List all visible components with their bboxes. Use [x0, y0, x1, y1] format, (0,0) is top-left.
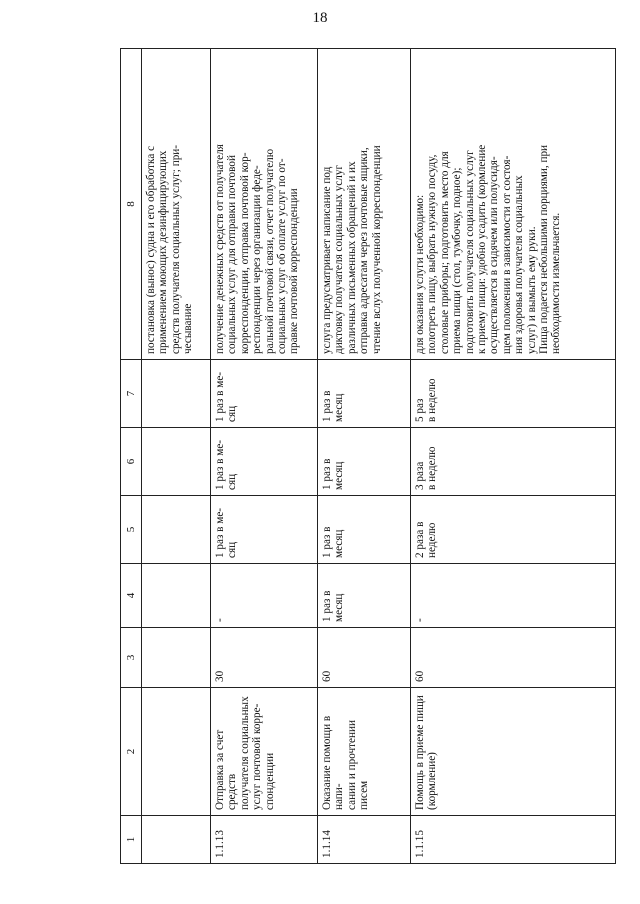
time-norm: 60 — [411, 628, 616, 688]
table-cell — [142, 628, 211, 688]
header-cell: 6 — [121, 428, 142, 496]
header-row — [121, 49, 142, 864]
header-cell: 4 — [121, 564, 142, 628]
row-number: 1.1.13 — [211, 816, 318, 864]
description-cell: для оказания услуги необходимо: полотреть пищу, выбрать нужную посуду, столовые приборы; подготовить место для приема пищи (стол, тумбочку, подное); подготовить получателя социальных услуг к приему пищи: удобно усадить (кормление осуществляется в сидячем или полусидя- щем положении в зависимости от состоя- ния здоровья получателя социальных услуг) и вымыть ему руки. Пища подается небольшими порциями, при необходимости измельчается. — [411, 49, 616, 360]
header-cell: 1 — [121, 816, 142, 864]
time-norm: 30 — [211, 628, 318, 688]
description-cell: постановка (вынос) судна и его обработка с применением моющих дезинфицирующих средств получателя социальных услуг; при- чесывание — [142, 49, 211, 360]
rotated-table-wrapper — [120, 48, 612, 864]
description-cell: получение денежных средств от получателя социальных услуг для отправки почтовой корреспонденции, отправка почтовой кор- респонденции через организации феде- ральной почтовой связи, отчет получателю социальных услуг об оплате услуг по от- правке почтовой корреспонденции — [211, 49, 318, 360]
header-cell: 8 — [121, 49, 142, 360]
table-cell — [142, 688, 211, 816]
frequency-cell: 1 раз в месяц — [318, 496, 411, 564]
description-cell: услуга предусматривает написание под диктовку получателя социальных услуг различных письменных обращений и их отправка адресатам через почтовые ящики, чтение вслух полученной корреспонденции — [318, 49, 411, 360]
frequency-cell: 1 раз в ме- сяц — [211, 360, 318, 428]
header-cell: 3 — [121, 628, 142, 688]
services-table — [120, 48, 616, 864]
header-cell: 2 — [121, 688, 142, 816]
frequency-cell: 1 раз в ме- сяц — [211, 496, 318, 564]
time-norm: 60 — [318, 628, 411, 688]
service-name: Помощь в приеме пищи (кормление) — [411, 688, 616, 816]
frequency-cell: 3 раза в неделю — [411, 428, 616, 496]
table-cell — [142, 816, 211, 864]
frequency-cell: 1 раз в месяц — [318, 564, 411, 628]
frequency-cell: 1 раз в месяц — [318, 428, 411, 496]
table-row — [318, 49, 411, 864]
header-cell: 5 — [121, 496, 142, 564]
service-name: Отправка за счет средств получателя социальных услуг почтовой корре- спонденции — [211, 688, 318, 816]
table-cell — [142, 564, 211, 628]
table-cell — [142, 496, 211, 564]
frequency-cell: - — [211, 564, 318, 628]
frequency-cell: 1 раз в ме- сяц — [211, 428, 318, 496]
service-name: Оказание помощи в напи- сании и прочтении писем — [318, 688, 411, 816]
header-cell: 7 — [121, 360, 142, 428]
frequency-cell: 2 раза в неделю — [411, 496, 616, 564]
frequency-cell: - — [411, 564, 616, 628]
frequency-cell: 5 раз в неделю — [411, 360, 616, 428]
table-row — [411, 49, 616, 864]
table-row — [211, 49, 318, 864]
table-cell — [142, 360, 211, 428]
row-number: 1.1.15 — [411, 816, 616, 864]
page-number: 18 — [312, 10, 328, 26]
row-number: 1.1.14 — [318, 816, 411, 864]
continuation-row — [142, 49, 211, 864]
table-cell — [142, 428, 211, 496]
frequency-cell: 1 раз в месяц — [318, 360, 411, 428]
